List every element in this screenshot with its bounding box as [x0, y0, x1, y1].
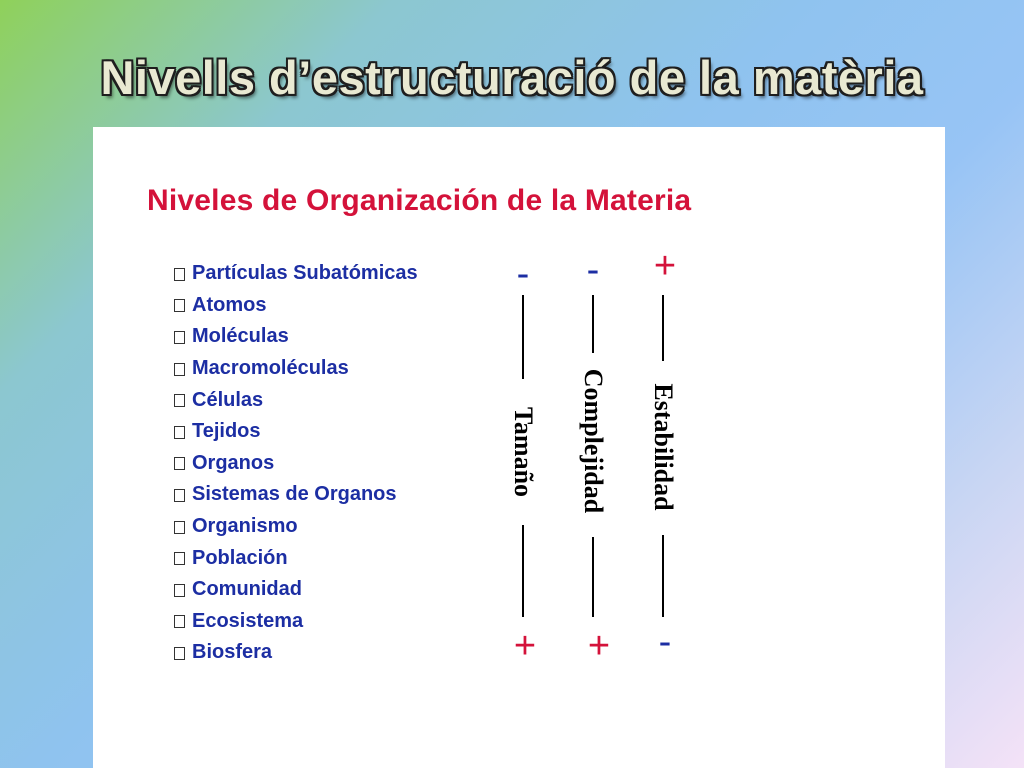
tamano-axis-label: Tamaño	[509, 406, 538, 498]
checkbox-bullet-icon	[174, 363, 185, 376]
estabilidad-top-sign: +	[653, 245, 677, 287]
tamano-bottom-sign: +	[513, 625, 537, 667]
checkbox-bullet-icon	[174, 615, 185, 628]
checkbox-bullet-icon	[174, 552, 185, 565]
checkbox-bullet-icon	[174, 299, 185, 312]
checkbox-bullet-icon	[174, 489, 185, 502]
level-label: Tejidos	[192, 420, 261, 443]
checkbox-bullet-icon	[174, 521, 185, 534]
level-label: Organos	[192, 451, 275, 474]
checkbox-bullet-icon	[174, 268, 185, 281]
checkbox-bullet-icon	[174, 647, 185, 660]
slide-title: Nivells d’estructuració de la matèria	[100, 51, 924, 104]
checkbox-bullet-icon	[174, 426, 185, 439]
level-label: Población	[192, 546, 288, 569]
organization-levels-list	[174, 258, 418, 669]
list-item	[174, 384, 418, 416]
level-label: Macromoléculas	[192, 357, 349, 380]
checkbox-bullet-icon	[174, 394, 185, 407]
list-item	[174, 258, 418, 290]
panel-title: Niveles de Organización de la Materia	[147, 184, 692, 217]
level-label: Atomos	[192, 293, 267, 316]
content-panel	[93, 127, 945, 768]
list-item	[174, 290, 418, 322]
level-label: Sistemas de Organos	[192, 483, 397, 506]
level-label: Organismo	[192, 515, 298, 538]
checkbox-bullet-icon	[174, 331, 185, 344]
tamano-axis-line-bottom	[522, 525, 524, 617]
level-label: Células	[192, 388, 264, 411]
estabilidad-axis-line-bottom	[662, 535, 664, 617]
estabilidad-bottom-sign: -	[658, 621, 672, 663]
estabilidad-axis-line-top	[662, 295, 664, 361]
level-label: Moléculas	[192, 325, 289, 348]
tamano-axis-line-top	[522, 295, 524, 379]
estabilidad-axis-label: Estabilidad	[649, 383, 678, 511]
list-item	[174, 574, 418, 606]
level-label: Partículas Subatómicas	[192, 262, 418, 285]
complejidad-bottom-sign: +	[587, 625, 611, 667]
complejidad-top-sign: -	[586, 249, 600, 291]
level-label: Comunidad	[192, 578, 302, 601]
list-item	[174, 637, 418, 669]
tamano-top-sign: -	[516, 253, 530, 295]
level-label: Ecosistema	[192, 609, 304, 632]
complejidad-axis-label: Complejidad	[579, 368, 608, 514]
checkbox-bullet-icon	[174, 584, 185, 597]
list-item	[174, 353, 418, 385]
list-item	[174, 416, 418, 448]
checkbox-bullet-icon	[174, 457, 185, 470]
list-item	[174, 542, 418, 574]
list-item	[174, 606, 418, 638]
complejidad-axis-line-top	[592, 295, 594, 353]
list-item	[174, 448, 418, 480]
list-item	[174, 479, 418, 511]
level-label: Biosfera	[192, 641, 273, 664]
complejidad-axis-line-bottom	[592, 537, 594, 617]
list-item	[174, 511, 418, 543]
list-item	[174, 321, 418, 353]
